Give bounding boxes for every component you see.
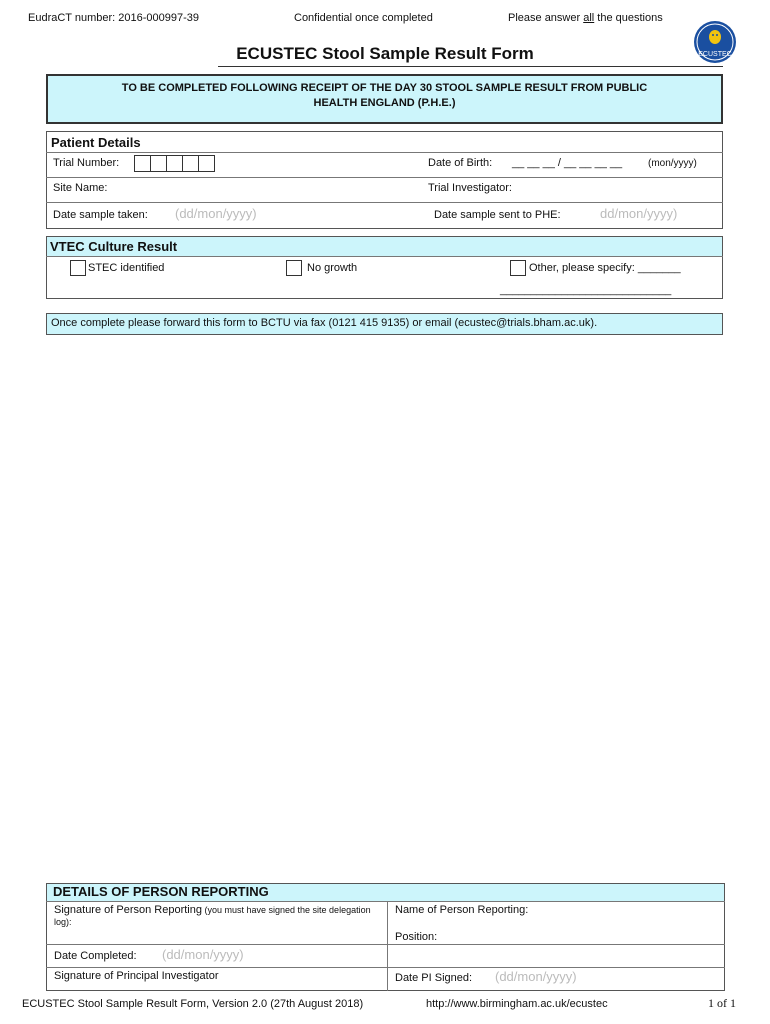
signature-person-reporting-label: Signature of Person Reporting: [54, 904, 202, 916]
footer-url[interactable]: http://www.birmingham.ac.uk/ecustec: [426, 998, 608, 1010]
name-person-reporting-label: Name of Person Reporting:: [395, 904, 529, 916]
date-sent-phe-field[interactable]: dd/mon/yyyy): [600, 206, 678, 221]
no-growth-label: No growth: [307, 262, 358, 274]
reporting-heading: DETAILS OF PERSON REPORTING: [53, 884, 269, 899]
forward-note: Once complete please forward this form to BCTU via fax (0121 415 9135) or email (ecustec@trials.bham.ac.uk).: [51, 317, 598, 329]
answer-suffix: the questions: [594, 12, 663, 24]
trial-number-digit[interactable]: [198, 155, 215, 172]
page-title: ECUSTEC Stool Sample Result Form: [236, 44, 534, 63]
date-sample-taken-label: Date sample taken:: [53, 209, 148, 221]
notice-line-1: TO BE COMPLETED FOLLOWING RECEIPT OF THE DAY 30 STOOL SAMPLE RESULT FROM PUBLIC: [121, 82, 648, 94]
trial-number-digit[interactable]: [166, 155, 183, 172]
notice-line-2: HEALTH ENGLAND (P.H.E.): [313, 97, 456, 109]
site-name-label: Site Name:: [53, 182, 108, 194]
pi-date-label: Date PI Signed:: [395, 972, 473, 984]
footer-page-number: 1 of 1: [708, 996, 736, 1010]
divider: [46, 967, 725, 968]
date-of-birth-format: (mon/yyyy): [648, 158, 697, 169]
trial-number-digit[interactable]: [134, 155, 151, 172]
answer-all-note: [508, 12, 663, 24]
date-of-birth-field[interactable]: __ __ __ / __ __ __ __: [512, 157, 623, 169]
divider: [46, 202, 723, 203]
eudract-number: EudraCT number: 2016-000997-39: [28, 12, 200, 24]
divider: [46, 152, 723, 153]
footer-version: ECUSTEC Stool Sample Result Form, Version 2.0 (27th August 2018): [22, 998, 364, 1010]
date-sample-taken-field[interactable]: (dd/mon/yyyy): [175, 206, 257, 221]
other-specify-line[interactable]: ____________________________: [500, 284, 672, 296]
date-of-birth-label: Date of Birth:: [428, 157, 493, 169]
patient-details-heading: Patient Details: [51, 135, 141, 150]
other-specify-label[interactable]: Other, please specify: _______: [529, 262, 681, 274]
answer-prefix: Please answer: [508, 12, 584, 24]
answer-all: all: [583, 12, 595, 24]
other-checkbox[interactable]: [510, 260, 526, 276]
stec-identified-label: STEC identified: [88, 262, 165, 274]
confidential-note: Confidential once completed: [294, 12, 433, 24]
logo-text: ECUSTEC: [698, 51, 732, 58]
trial-investigator-label: Trial Investigator:: [428, 182, 512, 194]
forward-note-box: [46, 313, 723, 335]
signature-delegation-note: (you must have signed the site delegation log):: [54, 905, 371, 927]
date-completed-label: Date Completed:: [54, 950, 137, 962]
trial-number-boxes[interactable]: [134, 155, 214, 172]
divider: [46, 944, 725, 945]
date-sent-phe-label: Date sample sent to PHE:: [434, 209, 561, 221]
trial-number-digit[interactable]: [182, 155, 199, 172]
trial-number-label: Trial Number:: [53, 157, 120, 169]
position-label: Position:: [395, 931, 438, 943]
vtec-heading: VTEC Culture Result: [50, 239, 178, 254]
divider: [46, 256, 723, 257]
pi-signature-label[interactable]: Signature of Principal Investigator: [54, 970, 219, 982]
trial-number-digit[interactable]: [150, 155, 167, 172]
date-completed-field[interactable]: (dd/mon/yyyy): [162, 947, 244, 962]
pi-date-field[interactable]: (dd/mon/yyyy): [495, 969, 577, 984]
divider: [387, 901, 388, 991]
divider: [46, 901, 725, 902]
no-growth-checkbox[interactable]: [286, 260, 302, 276]
stec-identified-checkbox[interactable]: [70, 260, 86, 276]
title-underline: [218, 66, 723, 67]
notice-box: [46, 74, 723, 124]
signature-person-reporting[interactable]: [54, 904, 382, 928]
divider: [46, 177, 723, 178]
